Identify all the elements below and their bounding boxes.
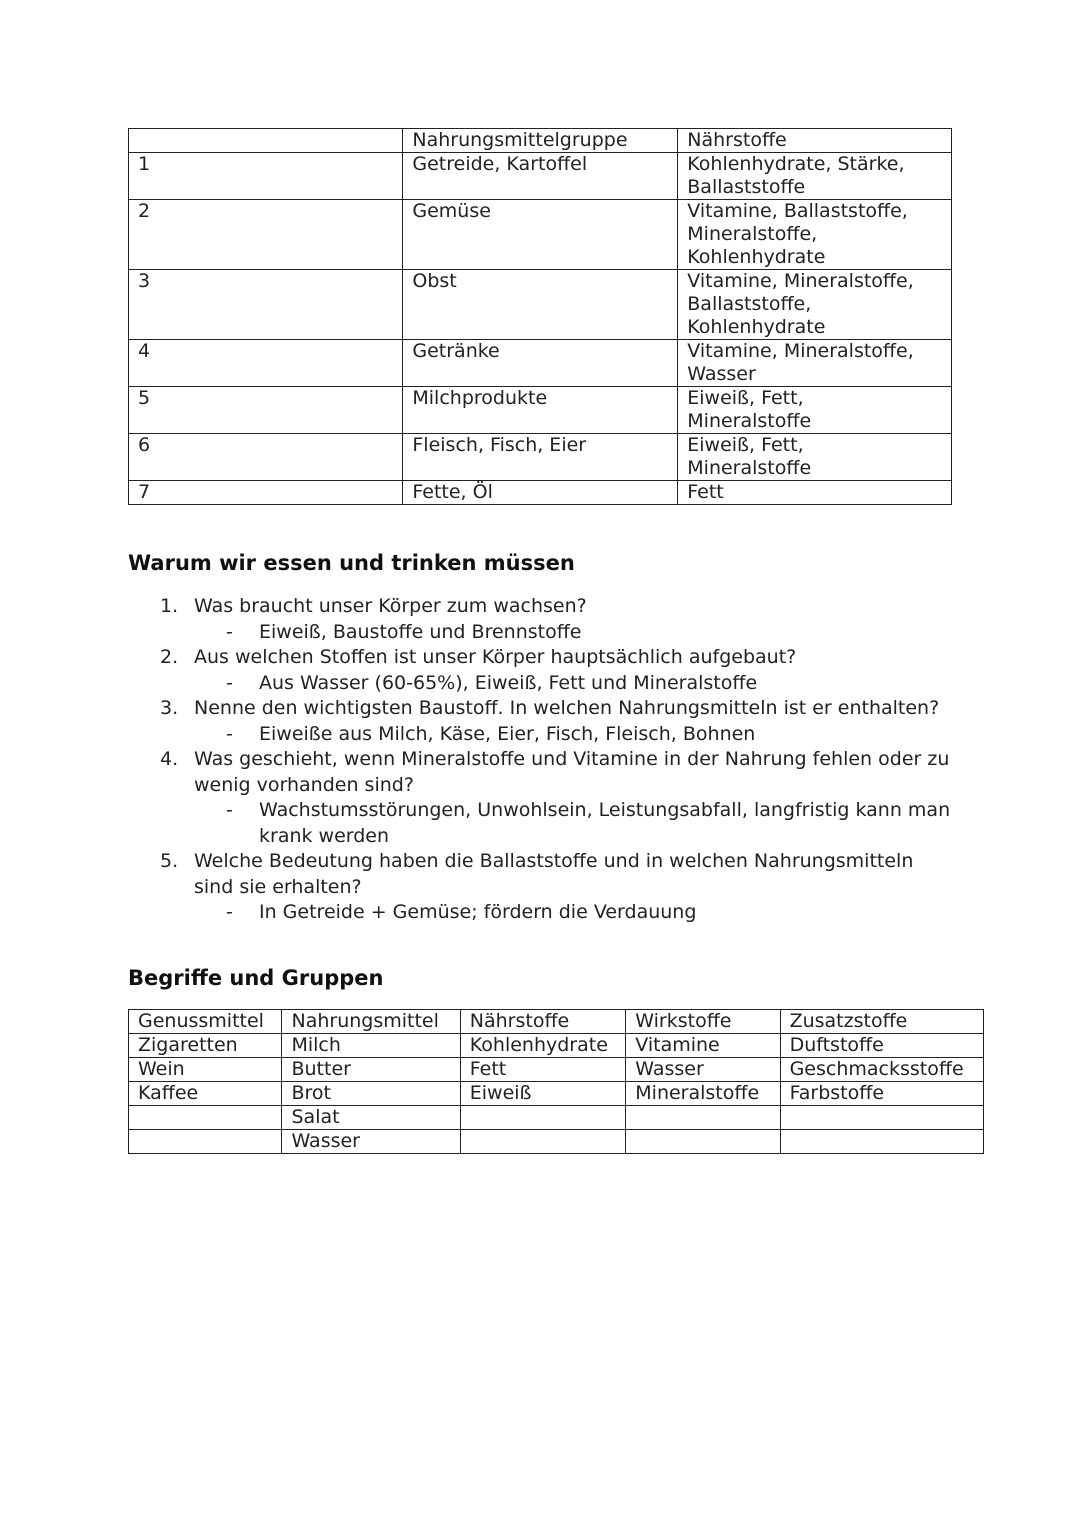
table-cell: Zigaretten [129,1034,282,1058]
table-row [129,1106,984,1130]
terms-groups-table [128,1009,984,1154]
answer-text: Aus Wasser (60-65%), Eiweiß, Fett und Mineralstoffe [259,671,758,694]
table-cell [460,1130,626,1154]
table-cell: Nährstoffe [460,1010,626,1034]
answer-list [194,620,958,646]
answer-text: Eiweiß, Baustoffe und Brennstoffe [259,620,582,643]
table-cell: Vitamine, Ballaststoffe, Mineralstoffe, Kohlenhydrate [678,200,952,270]
table-cell: Fett [678,481,952,505]
table-header-row [129,129,952,153]
table-cell: Obst [403,270,678,340]
table-row [129,481,952,505]
table-cell: Getreide, Kartoffel [403,153,678,200]
table-row [129,270,952,340]
table-cell: 5 [129,387,403,434]
table-row [129,387,952,434]
table-cell: 1 [129,153,403,200]
table-cell: Geschmacksstoffe [780,1058,983,1082]
table-cell: Wasser [626,1058,780,1082]
table-row [129,1034,984,1058]
table-cell [129,1106,282,1130]
question-item [128,594,958,645]
table-cell: 4 [129,340,403,387]
table-cell: Nahrungsmittelgruppe [403,129,678,153]
dash-bullet: - [226,620,233,643]
dash-bullet: - [226,799,233,821]
table-cell: Milch [282,1034,460,1058]
table-cell: Fett [460,1058,626,1082]
question-text: Was geschieht, wenn Mineralstoffe und Vitamine in der Nahrung fehlen oder zu wenig vorhanden sind? [194,748,950,796]
table-row [129,434,952,481]
table-cell: Nährstoffe [678,129,952,153]
table-row [129,1058,984,1082]
dash-bullet: - [226,671,233,694]
answer-item [194,798,958,849]
table-cell: Milchprodukte [403,387,678,434]
table-cell: 2 [129,200,403,270]
table-cell: Brot [282,1082,460,1106]
question-item [128,645,958,696]
table-cell: 6 [129,434,403,481]
table-cell: Getränke [403,340,678,387]
table-row [129,1082,984,1106]
answer-list [194,671,958,697]
table-cell: Fleisch, Fisch, Eier [403,434,678,481]
question-number: 3. [160,697,179,719]
table-cell: Wein [129,1058,282,1082]
answer-item [194,900,958,926]
table-cell: Wirkstoffe [626,1010,780,1034]
table-row [129,153,952,200]
table-cell: 7 [129,481,403,505]
table-cell [780,1106,983,1130]
table-cell: Nahrungsmittel [282,1010,460,1034]
answer-item [194,671,958,697]
question-item [128,849,958,926]
question-list [128,594,958,926]
table-cell [780,1130,983,1154]
dash-bullet: - [226,901,233,923]
question-text: Welche Bedeutung haben die Ballaststoffe und in welchen Nahrungsmitteln sind sie erhalten? [194,850,914,898]
table-cell: Wasser [282,1130,460,1154]
table-row [129,1130,984,1154]
question-number: 1. [160,595,179,617]
question-item [128,696,958,747]
dash-bullet: - [226,722,233,745]
table-cell: Vitamine, Mineralstoffe, Ballaststoffe, Kohlenhydrate [678,270,952,340]
question-item [128,747,958,849]
question-text: Aus welchen Stoffen ist unser Körper hauptsächlich aufgebaut? [194,646,797,668]
table-cell: Kaffee [129,1082,282,1106]
table-cell: Eiweiß [460,1082,626,1106]
question-number: 2. [160,646,179,668]
table-cell [460,1106,626,1130]
table-cell: Kohlenhydrate [460,1034,626,1058]
table-cell: Eiweiß, Fett, Mineralstoffe [678,434,952,481]
table-cell: Duftstoffe [780,1034,983,1058]
table-cell: Fette, Öl [403,481,678,505]
answer-item [194,722,958,748]
answer-text: Wachstumsstörungen, Unwohlsein, Leistungsabfall, langfristig kann man krank werden [259,799,951,847]
question-number: 4. [160,748,179,770]
table-cell: Genussmittel [129,1010,282,1034]
table-cell: Eiweiß, Fett, Mineralstoffe [678,387,952,434]
table-cell: Farbstoffe [780,1082,983,1106]
section-heading-begriffe: Begriffe und Gruppen [128,966,384,990]
answer-text: Eiweiße aus Milch, Käse, Eier, Fisch, Fleisch, Bohnen [259,722,756,745]
table-cell [129,1130,282,1154]
table-cell: Vitamine [626,1034,780,1058]
nutrition-groups-table [128,128,952,505]
question-text: Was braucht unser Körper zum wachsen? [194,595,587,617]
table-cell: Salat [282,1106,460,1130]
table-cell: 3 [129,270,403,340]
table-cell [626,1130,780,1154]
answer-list [194,722,958,748]
answer-text: In Getreide + Gemüse; fördern die Verdauung [259,901,697,923]
table-cell: Mineralstoffe [626,1082,780,1106]
table-cell [626,1106,780,1130]
table-header-row [129,1010,984,1034]
question-number: 5. [160,850,179,872]
table-cell: Butter [282,1058,460,1082]
table-row [129,200,952,270]
answer-item [194,620,958,646]
answer-list [194,900,958,926]
question-text: Nenne den wichtigsten Baustoff. In welchen Nahrungsmitteln ist er enthalten? [194,697,940,719]
table-cell: Gemüse [403,200,678,270]
table-row [129,340,952,387]
table-cell: Zusatzstoffe [780,1010,983,1034]
section-heading-warum: Warum wir essen und trinken müssen [128,551,575,575]
table-cell [129,129,403,153]
table-cell: Kohlenhydrate, Stärke, Ballaststoffe [678,153,952,200]
table-cell: Vitamine, Mineralstoffe, Wasser [678,340,952,387]
answer-list [194,798,958,849]
